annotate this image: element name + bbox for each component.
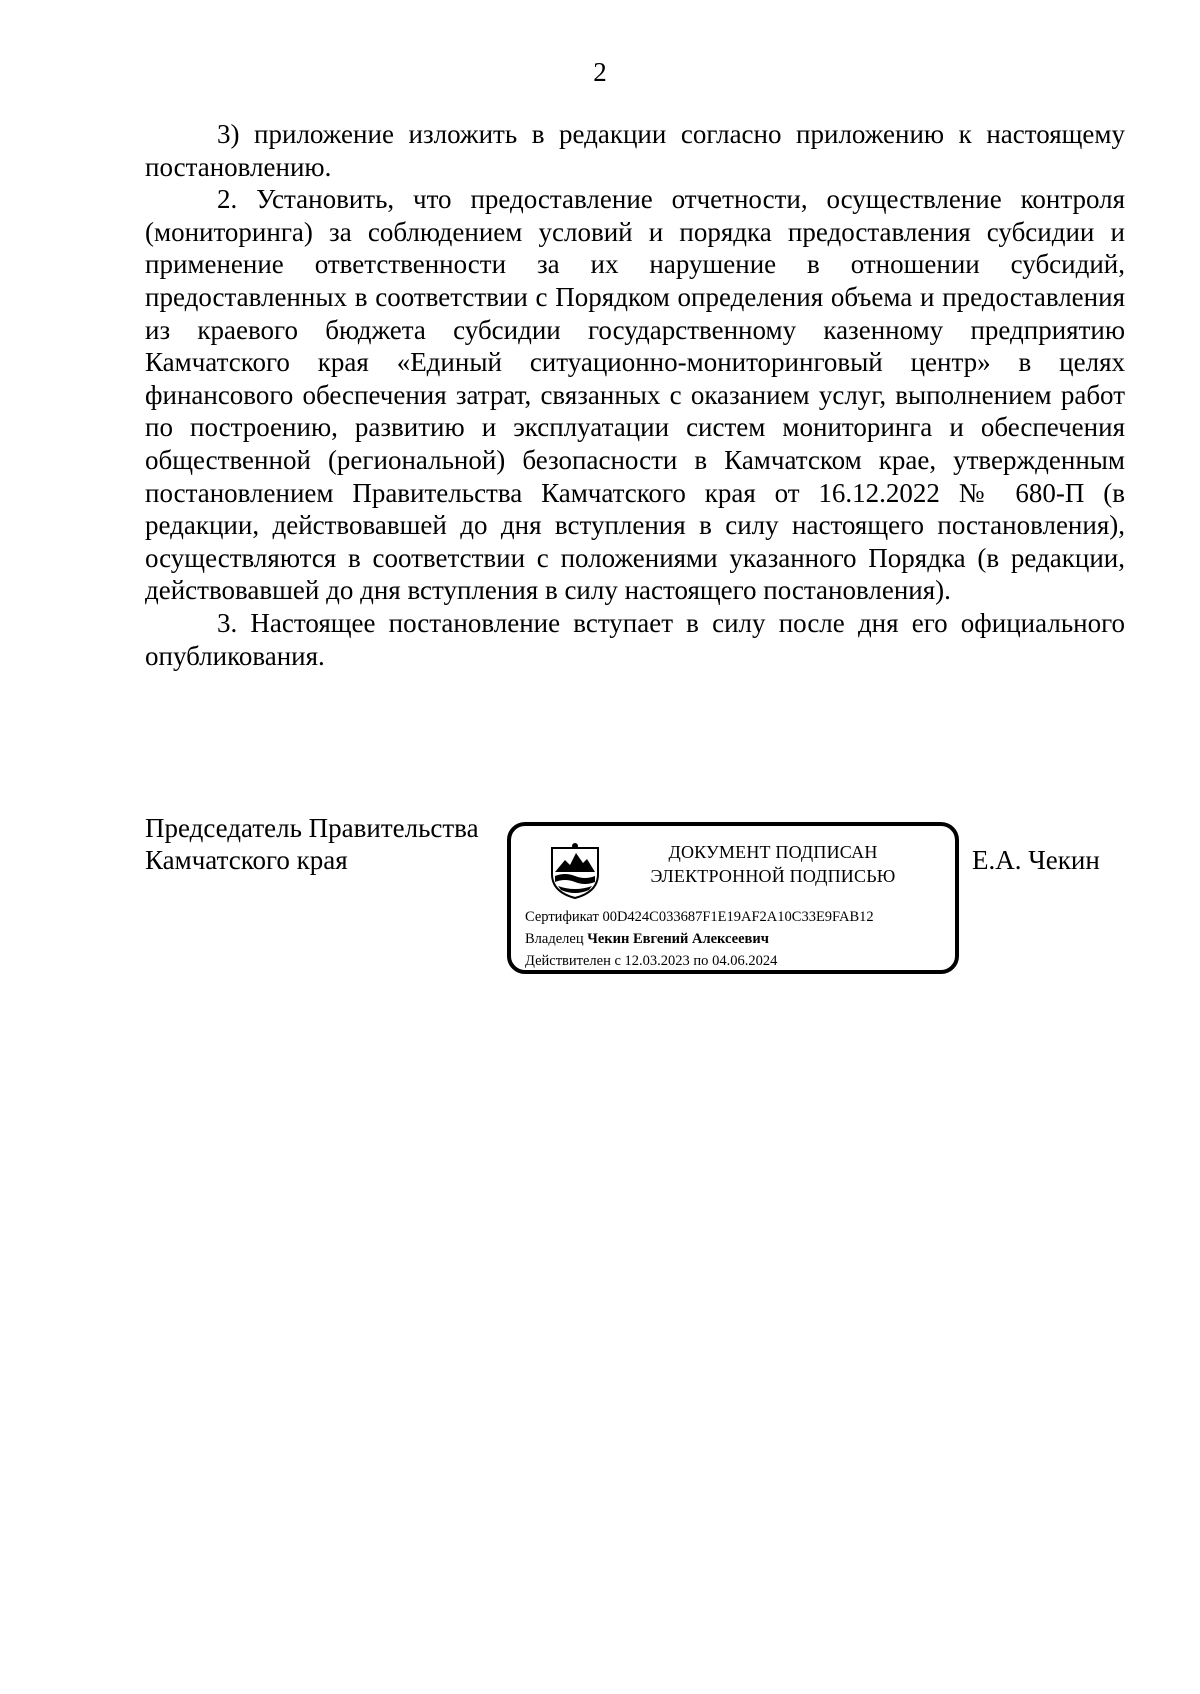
stamp-header [613,840,933,888]
paragraph-clause-2: 2. Установить, что предоставление отчетности, осуществление контроля (мониторинга) за соблюдением условий и порядка предоставления субсидии и применение ответственности за их нарушение в отношении субсидий, предоставленных в соответствии с Порядком определения объема и предоставления из краевого бюджета субсидии государственному казенному предприятию Камчатского края «Единый ситуационно-мониторинговый центр» в целях финансового обеспечения затрат, связанных с оказанием услуг, выполнением работ по построению, развитию и эксплуатации систем мониторинга и обеспечения общественной (региональной) безопасности в Камчатском крае, утвержденным постановлением Правительства Камчатского края от 16.12.2022 № 680-П (в редакции, действовавшей до дня вступления в силу настоящего постановления), осуществляются в соответствии с положениями указанного Порядка (в редакции, действовавшей до дня вступления в силу настоящего постановления). [145,184,1125,606]
valid-from: 12.03.2023 [624,953,690,969]
owner-label: Владелец [525,931,584,947]
kamchatka-emblem-icon [549,842,601,900]
certificate-value: 00D424C033687F1E19AF2A10C33E9FAB12 [602,909,874,925]
signatory-name: Е.А. Чекин [972,845,1100,875]
stamp-certificate-line [525,906,874,928]
signatory-position-line2: Камчатского края [145,845,348,875]
owner-value: Чекин Евгений Алексеевич [587,931,769,947]
page-number: 2 [593,57,607,87]
document-body [145,118,1125,672]
stamp-header-line1: ДОКУМЕНТ ПОДПИСАН [668,842,878,862]
signatory-position [145,812,479,876]
stamp-details [525,906,874,972]
valid-label: Действителен с [525,953,621,969]
stamp-header-line2: ЭЛЕКТРОННОЙ ПОДПИСЬЮ [650,866,896,886]
stamp-validity-line [525,950,874,972]
stamp-owner-line [525,928,874,950]
paragraph-clause-3: 3. Настоящее постановление вступает в силу после дня его официального опубликования. [145,607,1125,671]
electronic-signature-stamp [507,822,959,974]
certificate-label: Сертификат [525,909,599,925]
valid-to-label: по [693,953,709,969]
signatory-position-line1: Председатель Правительства [145,813,479,843]
paragraph-item-3: 3) приложение изложить в редакции согласно приложению к настоящему постановлению. [145,119,1125,182]
valid-to: 04.06.2024 [712,953,778,969]
